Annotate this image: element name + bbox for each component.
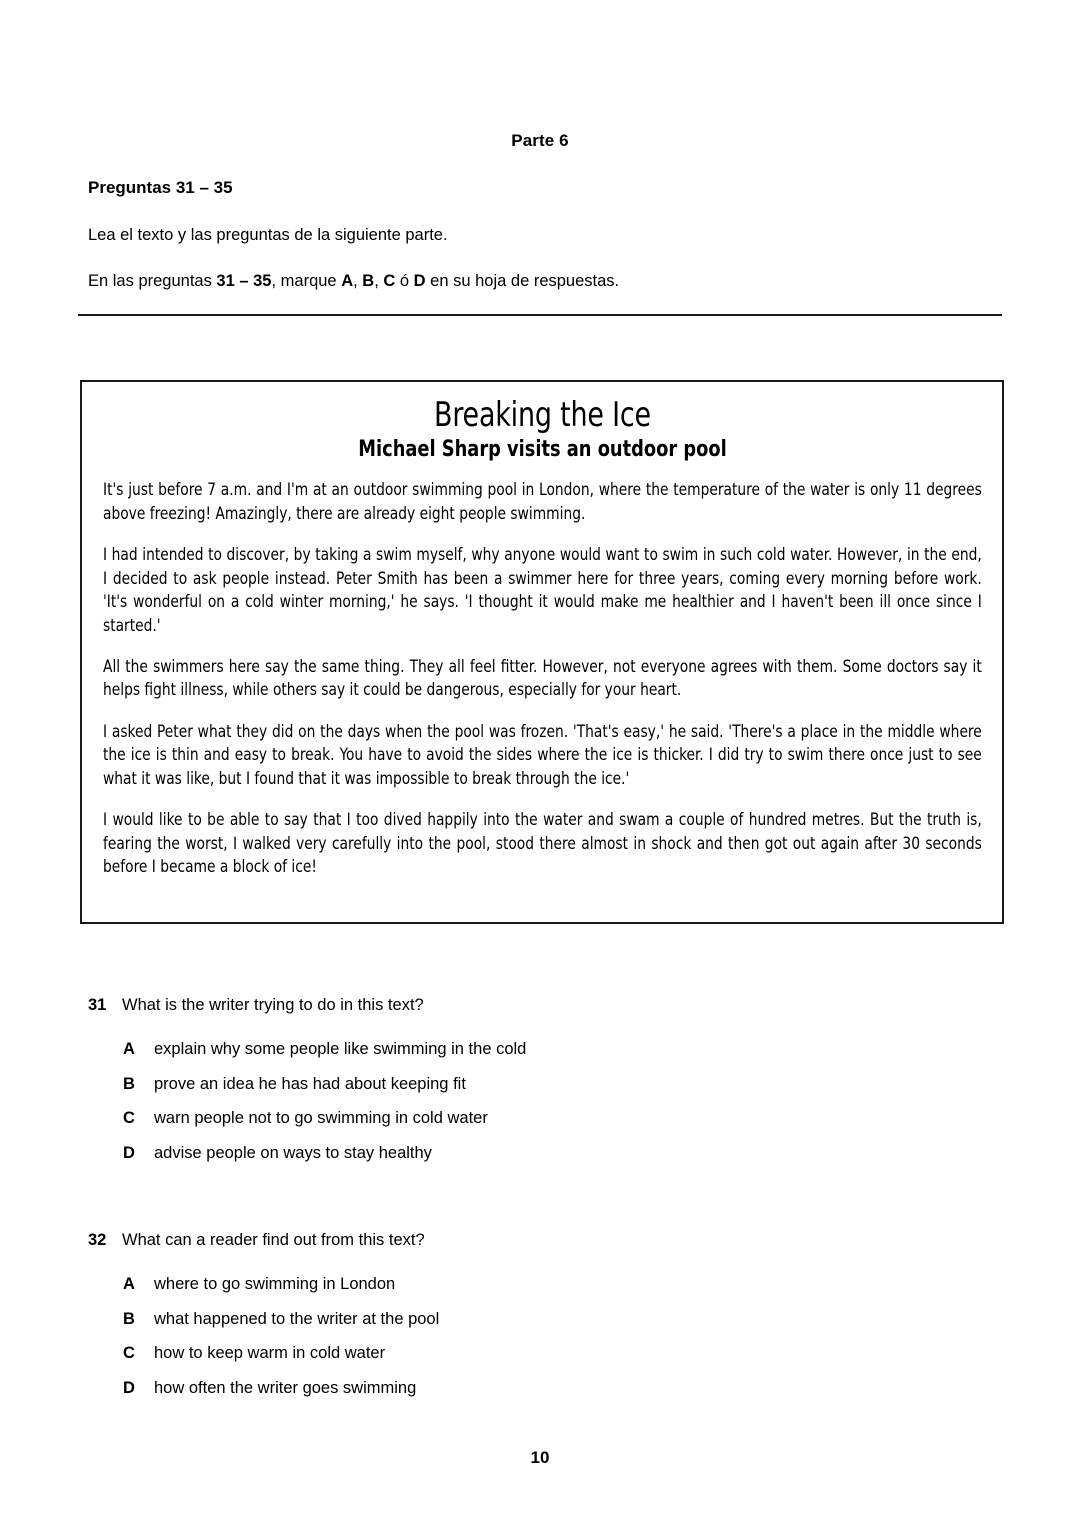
- instruction-option-c: C: [383, 272, 396, 290]
- option-letter: D: [123, 1378, 135, 1397]
- page-number: 10: [530, 1448, 550, 1467]
- instruction-sep-2: ,: [374, 272, 384, 290]
- article-subtitle: Michael Sharp visits an outdoor pool: [358, 437, 727, 463]
- article-paragraph: I would like to be able to say that I too dived happily into the water and swam a couple of hundred metres. But the truth is, fearing the worst, I walked very carefully into the pool, stood there almost in shock and then got out again after 30 seconds before I became a block of ice!: [103, 810, 982, 876]
- option-c[interactable]: [88, 1345, 968, 1362]
- option-a[interactable]: [88, 1041, 968, 1058]
- option-text: where to go swimming in London: [154, 1275, 396, 1293]
- question-number: 31: [88, 996, 107, 1014]
- option-text: advise people on ways to stay healthy: [154, 1143, 432, 1162]
- article-paragraph: All the swimmers here say the same thing. They all feel fitter. However, not everyone agrees with them. Some doctors say it helps fight illness, while others say it could be dangerous, especially for your heart.: [103, 657, 982, 700]
- option-letter: B: [123, 1074, 135, 1093]
- questions-range-heading: Preguntas 31 – 35: [88, 178, 233, 197]
- article-paragraph: I asked Peter what they did on the days when the pool was frozen. 'That's easy,' he said. 'There's a place in the middle where the ice is thin and easy to break. You have to avoid the sides where the ice is thicker. I did try to swim there once just to see what it was like, but I found that it was impossible to break through the ice.': [103, 721, 982, 788]
- instruction-question-range: 31 – 35: [216, 272, 272, 290]
- option-text: how to keep warm in cold water: [154, 1344, 386, 1362]
- question-stem: [88, 1231, 968, 1250]
- article-title: Breaking the Ice: [434, 395, 651, 435]
- reading-passage-box: [80, 380, 1004, 924]
- option-d[interactable]: [88, 1145, 968, 1162]
- option-letter: C: [123, 1109, 135, 1127]
- question-number: 32: [88, 1231, 107, 1249]
- option-text: explain why some people like swimming in the cold: [154, 1040, 527, 1058]
- option-letter: C: [123, 1344, 135, 1362]
- option-letter: B: [123, 1309, 135, 1328]
- instruction-sep-1: ,: [353, 272, 363, 290]
- instruction-option-d: D: [413, 272, 426, 290]
- option-letter: D: [123, 1143, 135, 1162]
- instruction-conjunction: ó: [395, 272, 414, 290]
- option-text: warn people not to go swimming in cold water: [154, 1109, 488, 1127]
- instruction-option-b: B: [362, 272, 375, 290]
- question-32: [88, 1231, 968, 1396]
- article-paragraph: I had intended to discover, by taking a swim myself, why anyone would want to swim in such cold water. However, in the end, I decided to ask people instead. Peter Smith has been a swimmer here for three years, coming every morning before work. 'It's wonderful on a cold winter morning,' he says. 'I thought it would make me healthier and I haven't been ill once since I started.': [103, 545, 982, 635]
- instruction-option-a: A: [341, 272, 354, 290]
- article-paragraph: It's just before 7 a.m. and I'm at an outdoor swimming pool in London, where the temperature of the water is only 11 degrees above freezing! Amazingly, there are already eight people swimming.: [103, 480, 982, 523]
- option-letter: A: [123, 1275, 135, 1293]
- option-letter: A: [123, 1040, 135, 1058]
- options-list: [88, 1041, 968, 1161]
- option-text: what happened to the writer at the pool: [154, 1309, 440, 1328]
- question-stem: [88, 996, 968, 1015]
- instruction-read-text: Lea el texto y las preguntas de la siguiente parte.: [88, 226, 448, 244]
- option-b[interactable]: [88, 1076, 968, 1093]
- part-title: Parte 6: [511, 131, 569, 150]
- option-b[interactable]: [88, 1311, 968, 1328]
- article-body: [103, 478, 982, 878]
- option-c[interactable]: [88, 1110, 968, 1127]
- instruction-after-range: , marque: [271, 272, 342, 290]
- instruction-before-range: En las preguntas: [88, 272, 217, 290]
- section-divider: [78, 314, 1002, 316]
- instruction-mark-answers: [88, 272, 619, 291]
- option-text: prove an idea he has had about keeping fit: [154, 1074, 466, 1093]
- option-d[interactable]: [88, 1380, 968, 1397]
- question-stem-text: What can a reader find out from this text?: [122, 1231, 425, 1249]
- options-list: [88, 1276, 968, 1396]
- question-stem-text: What is the writer trying to do in this text?: [122, 996, 424, 1014]
- option-a[interactable]: [88, 1276, 968, 1293]
- option-text: how often the writer goes swimming: [154, 1378, 417, 1397]
- instruction-tail: en su hoja de respuestas.: [425, 272, 620, 290]
- question-31: [88, 996, 968, 1161]
